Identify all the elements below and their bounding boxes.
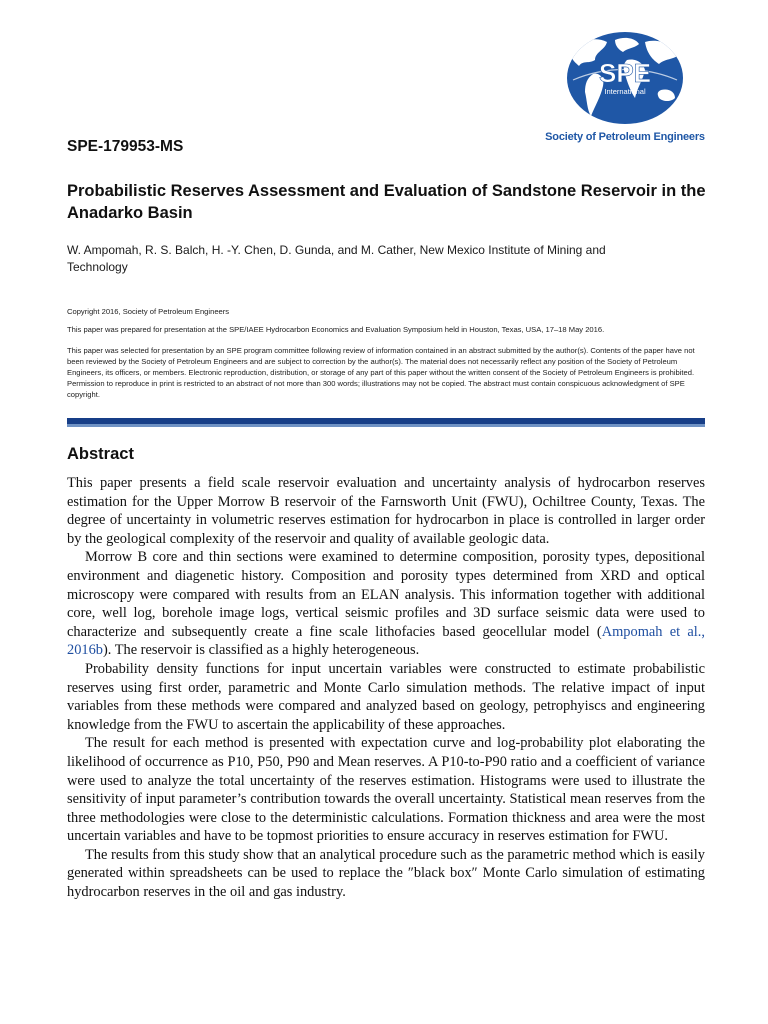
section-divider	[67, 418, 705, 427]
presentation-notice: This paper was prepared for presentation at the SPE/IAEE Hydrocarbon Economics and Evaluation Symposium held in Houston, Texas, USA, 17–18 May 2016.	[67, 325, 605, 334]
abstract-paragraph-4: The result for each method is presented with expectation curve and log-probability plot elaborating the likelihood of occurrence as P10, P50, P90 and Mean reserves. A P10-to-P90 ratio and a coefficient of variance were used to analyze the total uncertainty of the reserves estimation. Histograms were used to illustrate the sensitivity of input parameter’s contribution towards the overall uncertainty. Statistical mean reserves from the three methodologies were close to the deterministic calculations. Formation thickness and area were the most uncertain variables and have to be topmost priorities to ensure accuracy in reserves estimation for FWU.	[67, 735, 705, 845]
abstract-paragraph-3: Probability density functions for input uncertain variables were constructed to estimate probabilistic reserves using first order, parametric and Monte Carlo simulation methods. The relative impact of input variables from these methods were compared and analyzed based on geology, petrophyiscs and engineering knowledge from the FWU to ascertain the applicability of these approaches.	[67, 660, 705, 733]
paper-title: Probabilistic Reserves Assessment and Evaluation of Sandstone Reservoir in the Anadarko Basin	[67, 182, 706, 222]
svg-text:International: International	[604, 87, 646, 96]
spe-wordmark: Society of Petroleum Engineers	[545, 131, 705, 143]
globe-icon	[565, 30, 685, 126]
review-disclaimer: This paper was selected for presentation by an SPE program committee following review of information contained in an abstract submitted by the author(s). Contents of the paper have not been reviewed by the Society of Petroleum Engineers and are subject to correction by the author(s). The material does not necessarily reflect any position of the Society of Petroleum Engineers, its officers, or members. Electronic reproduction, distribution, or storage of any part of this paper without the written consent of the Society of Petroleum Engineers is prohibited. Permission to reproduce in print is restricted to an abstract of not more than 300 words; illustrations may not be copied. The abstract must contain conspicuous acknowledgment of SPE copyright.	[67, 346, 695, 399]
abstract-paragraph-1: This paper presents a field scale reservoir evaluation and uncertainty analysis of hydrocarbon reserves estimation for the Upper Morrow B reservoir of the Farnsworth Unit (FWU), Ochiltree County, Texas. The degree of uncertainty in volumetric reserves estimation for hydrocarbon in place is controlled in larger order by the geological complexity of the reservoir and quality of available geologic data.	[67, 475, 705, 547]
copyright-notice: Copyright 2016, Society of Petroleum Engineers	[67, 307, 230, 316]
spe-logo	[540, 30, 710, 143]
citation-link[interactable]: Ampomah et al., 2016b	[67, 623, 705, 659]
abstract-body	[67, 474, 705, 902]
paper-id: SPE-179953-MS	[67, 138, 184, 155]
author-list: W. Ampomah, R. S. Balch, H. -Y. Chen, D. Gunda, and M. Cather, New Mexico Institute of Mining and Technology	[67, 243, 606, 274]
svg-text:SPE: SPE	[598, 58, 652, 88]
abstract-paragraph-5: The results from this study show that an analytical procedure such as the parametric method which is easily generated within spreadsheets can be used to replace the ″black box″ Monte Carlo simulation of estimating hydrocarbon reserves in the oil and gas industry.	[67, 846, 705, 901]
abstract-paragraph-2: Morrow B core and thin sections were examined to determine composition, porosity types, depositional environment and diagenetic history. Composition and porosity types determined from XRD and optical microscopy were compared with results from an ELAN analysis. This information together with additional core, well log, borehole image logs, vertical seismic profiles and 3D surface seismic data were used to characterize and subsequently create a fine scale lithofacies based geocellular model (Ampomah et al., 2016b). The reservoir is classified as a highly heterogeneous.	[67, 549, 705, 659]
abstract-heading: Abstract	[67, 445, 134, 463]
